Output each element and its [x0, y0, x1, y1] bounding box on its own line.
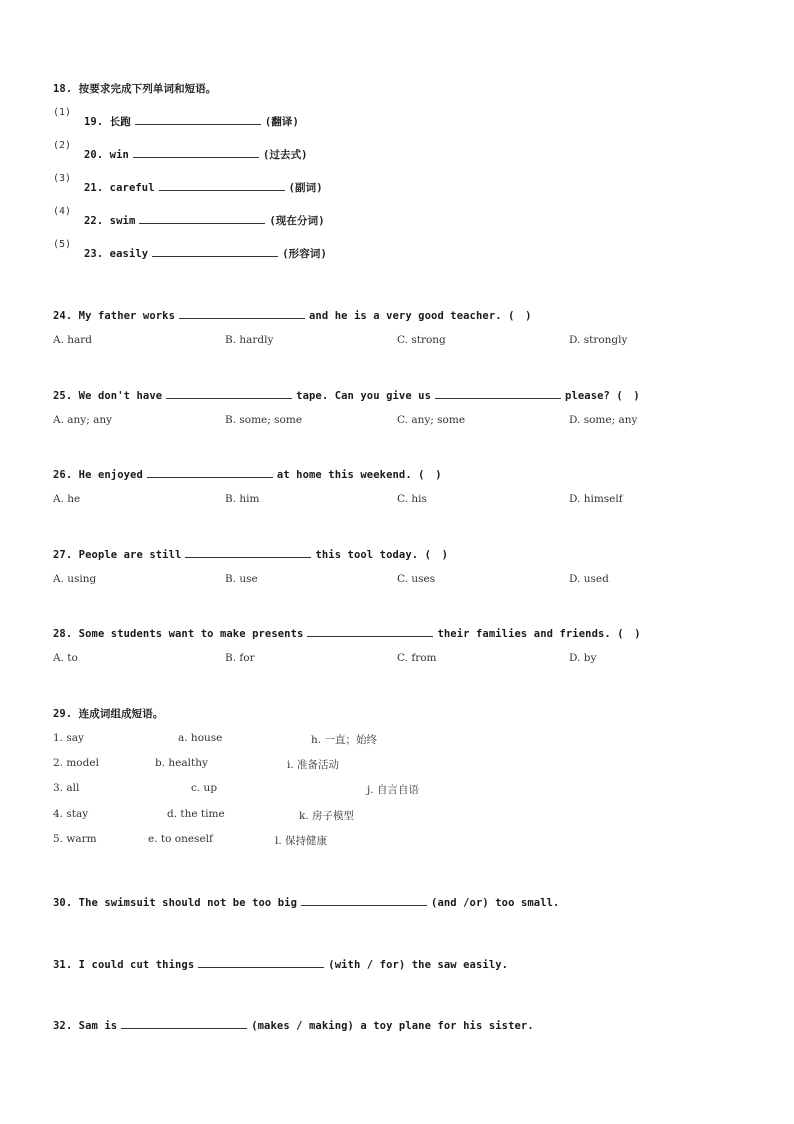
question-28-text: 28. Some students want to make presents	[53, 628, 304, 640]
option-a[interactable]: A. any; any	[53, 414, 113, 426]
option-c[interactable]: C. any; some	[397, 414, 466, 426]
question-26	[53, 467, 442, 482]
option-d[interactable]: D. strongly	[569, 334, 628, 346]
match-right-item: k. 房子模型	[299, 810, 355, 822]
answer-blank-20[interactable]	[133, 147, 259, 158]
answer-blank-23[interactable]	[152, 246, 278, 257]
item-index: (5)	[53, 239, 72, 250]
answer-blank-22[interactable]	[139, 213, 265, 224]
question-26-text-end: at home this weekend. ( )	[276, 469, 442, 481]
answer-blank-31[interactable]	[198, 957, 324, 968]
match-right-item: j. 自言自语	[367, 784, 419, 796]
question-30	[53, 895, 559, 909]
question-28	[53, 626, 641, 641]
option-d[interactable]: D. by	[569, 652, 597, 664]
option-a[interactable]: A. to	[53, 652, 78, 664]
question-23	[84, 246, 327, 261]
answer-blank-28[interactable]	[307, 626, 433, 637]
question-23-text: 23. easily	[84, 248, 149, 260]
question-22-text: 22. swim	[84, 215, 136, 227]
option-c[interactable]: C. uses	[397, 573, 436, 585]
match-middle-item: d. the time	[167, 808, 225, 820]
question-32-text-end: (makes / making) a toy plane for his sister.	[251, 1020, 534, 1032]
match-middle-item: a. house	[178, 732, 223, 744]
match-left-item: 2. model	[53, 757, 99, 769]
option-c[interactable]: C. his	[397, 493, 427, 505]
answer-blank-25b[interactable]	[435, 388, 561, 399]
match-left-item: 5. warm	[53, 833, 97, 845]
match-right-item: h. 一直；始终	[311, 734, 377, 746]
question-24-text-end: and he is a very good teacher. ( )	[309, 310, 532, 322]
question-24	[53, 308, 532, 323]
match-middle-item: b. healthy	[155, 757, 208, 769]
question-30-text: 30. The swimsuit should not be too big	[53, 897, 298, 909]
option-b[interactable]: B. for	[225, 652, 255, 664]
match-middle-item: c. up	[191, 782, 218, 794]
question-21-text: 21. careful	[84, 182, 155, 194]
question-20	[84, 147, 308, 162]
option-a[interactable]: A. using	[53, 573, 97, 585]
question-19-hint: (翻译)	[264, 116, 299, 128]
answer-blank-24[interactable]	[179, 308, 305, 319]
question-25-text-end: please? ( )	[565, 390, 640, 402]
question-32-text: 32. Sam is	[53, 1020, 118, 1032]
question-29-heading: 29. 连成词组成短语。	[53, 708, 164, 720]
question-22	[84, 213, 325, 228]
question-19-text: 19. 长跑	[84, 116, 131, 128]
answer-blank-32[interactable]	[121, 1018, 247, 1029]
question-28-text-end: their families and friends. ( )	[437, 628, 641, 640]
question-26-text: 26. He enjoyed	[53, 469, 143, 481]
item-index: (3)	[53, 173, 72, 184]
question-25	[53, 388, 640, 403]
question-20-hint: (过去式)	[262, 149, 308, 161]
question-21	[84, 180, 323, 195]
question-27-text-end: this tool today. ( )	[315, 549, 449, 561]
question-23-hint: (形容词)	[282, 248, 327, 260]
question-31-text-end: (with / for) the saw easily.	[328, 959, 509, 971]
match-left-item: 3. all	[53, 782, 80, 794]
option-b[interactable]: B. some; some	[225, 414, 303, 426]
question-25-text-mid: tape. Can you give us	[296, 390, 432, 402]
question-30-text-end: (and /or) too small.	[431, 897, 560, 909]
question-19	[84, 114, 299, 129]
answer-blank-26[interactable]	[147, 467, 273, 478]
option-d[interactable]: D. some; any	[569, 414, 638, 426]
question-21-hint: (副词)	[288, 182, 323, 194]
answer-blank-30[interactable]	[301, 895, 427, 906]
question-25-text: 25. We don't have	[53, 390, 163, 402]
match-middle-item: e. to oneself	[148, 833, 213, 845]
match-right-item: l. 保持健康	[275, 835, 328, 847]
question-18-heading: 18. 按要求完成下列单词和短语。	[53, 83, 217, 95]
match-left-item: 1. say	[53, 732, 84, 744]
question-22-hint: (现在分词)	[269, 215, 325, 227]
match-right-item: i. 准备活动	[287, 759, 340, 771]
item-index: (1)	[53, 107, 72, 118]
item-index: (4)	[53, 206, 72, 217]
question-20-text: 20. win	[84, 149, 129, 161]
answer-blank-27[interactable]	[185, 547, 311, 558]
question-32	[53, 1018, 534, 1032]
option-d[interactable]: D. used	[569, 573, 609, 585]
question-24-text: 24. My father works	[53, 310, 176, 322]
option-a[interactable]: A. hard	[53, 334, 93, 346]
option-b[interactable]: B. him	[225, 493, 260, 505]
answer-blank-25a[interactable]	[166, 388, 292, 399]
answer-blank-19[interactable]	[135, 114, 261, 125]
match-left-item: 4. stay	[53, 808, 89, 820]
option-b[interactable]: B. hardly	[225, 334, 274, 346]
option-a[interactable]: A. he	[53, 493, 81, 505]
option-b[interactable]: B. use	[225, 573, 258, 585]
answer-blank-21[interactable]	[159, 180, 285, 191]
option-c[interactable]: C. strong	[397, 334, 446, 346]
question-31-text: 31. I could cut things	[53, 959, 195, 971]
option-d[interactable]: D. himself	[569, 493, 623, 505]
option-c[interactable]: C. from	[397, 652, 437, 664]
question-27-text: 27. People are still	[53, 549, 182, 561]
question-31	[53, 957, 508, 971]
question-27	[53, 547, 448, 562]
item-index: (2)	[53, 140, 72, 151]
